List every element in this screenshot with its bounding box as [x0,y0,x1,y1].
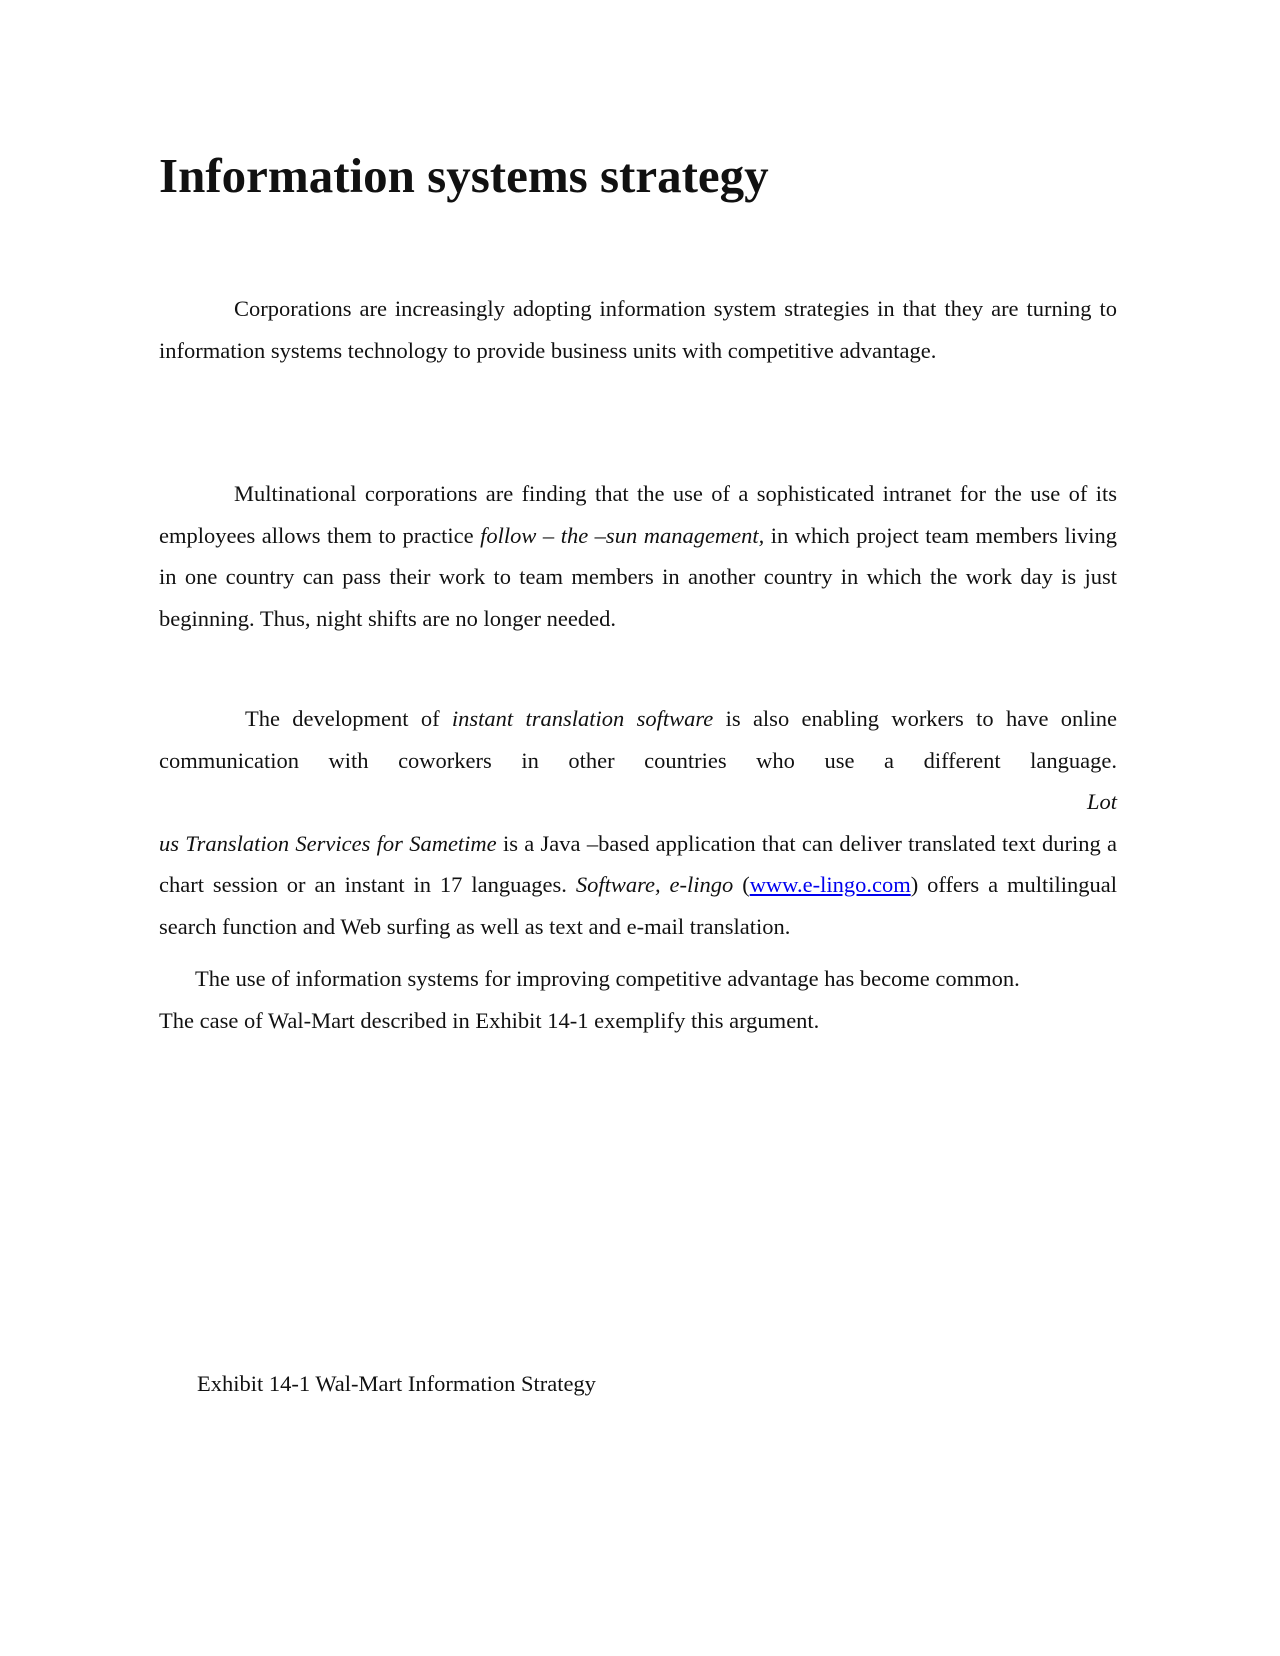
follow-the-sun-term: follow – the –sun management, [480,522,765,548]
e-lingo-term: Software, e-lingo [575,872,734,897]
paragraph-translation-text-1: The development of [245,706,452,731]
paragraph-competitive-advantage [159,958,1117,1041]
paragraph-multinational-text-1: Multinational corporations are finding that the use of a sophisticated intranet for the use of its employees allows them to practice [159,481,1117,548]
lotus-term-part-1: Lot [1086,789,1117,814]
page-title: Information systems strategy [159,148,769,203]
paragraph-translation-text-4: ( [733,872,750,897]
paragraph-multinational-text-2: in which project team members living in one country can pass their work to team members in another country in which the work day is just beginning. Thus, night shifts are no longer needed. [159,522,1117,631]
paragraph-translation-software [159,698,1117,947]
paragraph-competitive-line-1: The use of information systems for improving competitive advantage has become common. [195,966,1020,991]
instant-translation-software-term: instant translation software [451,706,714,731]
exhibit-caption: Exhibit 14-1 Wal-Mart Information Strategy [197,1371,596,1396]
paragraph-translation-text-2: is also enabling workers to have online communication with coworkers in other countries who use a different language. [159,706,1117,773]
lotus-term-part-2: us Translation Services for Sametime [159,830,497,856]
paragraph-multinational [159,473,1117,639]
paragraph-corporations: Corporations are increasingly adopting information system strategies in that they are turning to information systems technology to provide business units with competitive advantage. [159,296,1117,363]
paragraph-competitive-line-2: The case of Wal-Mart described in Exhibit 14-1 exemplify this argument. [159,1007,820,1033]
paragraph-translation-text-3: is a Java –based application that can deliver translated text during a chart session or an instant in 17 languages. [159,830,1118,897]
paragraph-translation-text-5: ) offers a multilingual search function and Web surfing as well as text and e-mail translation. [159,872,1117,939]
e-lingo-link[interactable]: www.e-lingo.com [749,872,911,897]
